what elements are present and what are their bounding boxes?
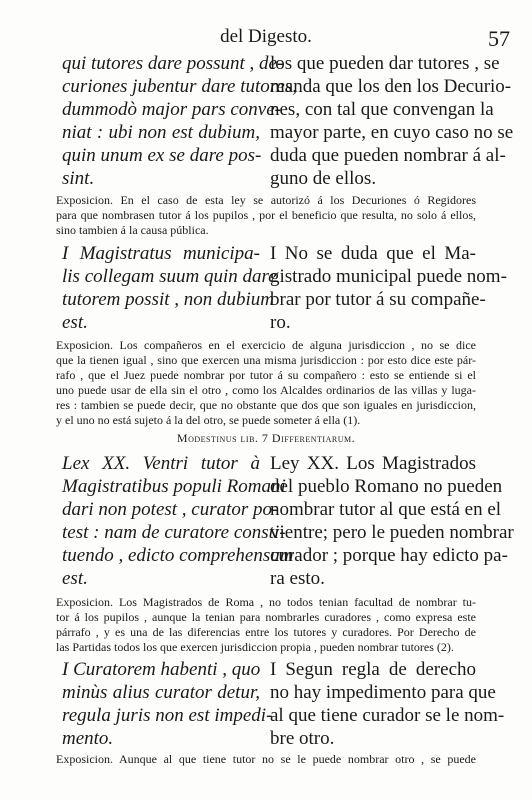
spanish-line: Ley XX. Los Magistrados — [270, 453, 476, 474]
latin-line: regula juris non est impedi- — [62, 705, 273, 726]
latin-line: Magistratibus populi Romani — [62, 476, 286, 497]
spanish-line: bre otro. — [270, 728, 335, 749]
latin-line: sint. — [62, 168, 95, 189]
latin-line: est. — [62, 568, 88, 589]
latin-line: quin unum ex se dare pos- — [62, 145, 262, 166]
exposition-line: Exposicion. Aunque al que tiene tutor no se le puede nombrar otro , se puede — [56, 752, 476, 766]
spanish-line: curador ; porque hay edicto pa- — [270, 545, 508, 566]
spanish-line: duda que pueden nombrar á al- — [270, 145, 506, 166]
latin-line: minùs alius curator detur, — [62, 682, 260, 703]
latin-line: qui tutores dare possunt , de- — [62, 53, 284, 74]
spanish-line: al que tiene curador se le nom- — [270, 705, 505, 726]
exposition-line: res : tambien se puede decir, que no obstante que dos que son iguales en jurisdiccion, — [56, 398, 476, 412]
exposition-line: uno puede usar de ella sin el otro , como los Alcaldes ordinarios de las villas y luga- — [56, 383, 476, 397]
latin-line: test : nam de curatore consti- — [62, 522, 286, 543]
spanish-line: I Segun regla de derecho — [270, 659, 476, 680]
latin-line: est. — [62, 312, 88, 333]
exposition-line: sino tambien á la causa pública. — [56, 223, 209, 237]
latin-line: tutorem possit , non dubium — [62, 289, 274, 310]
exposition-line: párrafo , y es una de las diferencias entre los tutores y curadores. Por Derecho de — [56, 625, 476, 639]
source-citation-1: Modestinus lib. 7 Differentiarum. — [176, 431, 356, 445]
spanish-line: ra esto. — [270, 568, 325, 589]
spanish-line: nombrar tutor al que está en el — [270, 499, 502, 520]
exposition-4 — [56, 752, 476, 767]
latin-line: dummodò major pars conve- — [62, 99, 282, 120]
spanish-line: del pueblo Romano no pueden — [270, 476, 503, 497]
latin-line: mento. — [62, 728, 114, 749]
exposition-1 — [56, 193, 476, 238]
spanish-text-block-2 — [270, 242, 507, 334]
exposition-line: Exposicion. Los Magistrados de Roma , no todos tenian facultad de nombrar tu- — [56, 595, 476, 609]
exposition-line: y el uno no está sujeto á la del otro, se puede someter á ella (1). — [56, 413, 361, 427]
spanish-line: guno de ellos. — [270, 168, 377, 189]
latin-line: dari non potest , curator po- — [62, 499, 279, 520]
spanish-line: I No se duda que el Ma- — [270, 243, 476, 264]
latin-text-block-2 — [62, 242, 277, 334]
spanish-text-block-1 — [270, 52, 514, 190]
spanish-line: los que pueden dar tutores , se — [270, 53, 500, 74]
latin-line: tuendo , edicto comprehensum — [62, 545, 294, 566]
exposition-line: Exposicion. Los compañeros en el exercicio de alguna jurisdiccion , no se dice — [56, 338, 476, 352]
exposition-line: las Partidas todos los que exercen jurisdiccion propia , pueden nombrar tutores (2). — [56, 640, 454, 654]
latin-text-block-3 — [62, 452, 294, 590]
spanish-line: gistrado municipal puede nom- — [270, 266, 507, 287]
spanish-line: nes, con tal que convengan la — [270, 99, 494, 120]
latin-line: curiones jubentur dare tutores, — [62, 76, 298, 97]
latin-text-block-4 — [62, 658, 273, 750]
spanish-line: no hay impedimento para que — [270, 682, 496, 703]
spanish-line: manda que los den los Decurio- — [270, 76, 512, 97]
latin-line: I Curatorem habenti , quo — [62, 659, 261, 680]
running-header: del Digesto. — [220, 26, 312, 47]
page-number: 57 — [488, 26, 510, 51]
latin-line: I Magistratus municipa- — [62, 243, 260, 264]
exposition-line: tor á los pupilos , aunque la tenian para nombrarles curadores , como expresa este — [56, 610, 476, 624]
latin-line: Lex XX. Ventri tutor à — [62, 453, 260, 474]
spanish-line: vientre; pero le pueden nombrar — [270, 522, 514, 543]
latin-line: niat : ubi non est dubium, — [62, 122, 260, 143]
spanish-text-block-3 — [270, 452, 514, 590]
spanish-line: brar por tutor á su compañe- — [270, 289, 486, 310]
exposition-line: Exposicion. En el caso de esta ley se autorizó á los Decuriones ó Regidores — [56, 193, 476, 207]
spanish-line: ro. — [270, 312, 291, 333]
latin-text-block-1 — [62, 52, 298, 190]
exposition-line: para que nombrasen tutor á los pupilos , por el beneficio que resulta, no solo á ellos, — [56, 208, 476, 222]
spanish-text-block-4 — [270, 658, 505, 750]
exposition-2 — [56, 338, 476, 428]
exposition-line: que la tienen igual , sino que exercen una misma jurisdiccion : por esto dice este pár- — [56, 353, 476, 367]
exposition-line: rafo , que el Juez puede nombrar por tutor á su compañero : esto se entiende si el — [56, 368, 476, 382]
latin-line: lis collegam suum quin dare — [62, 266, 277, 287]
exposition-3 — [56, 595, 476, 655]
spanish-line: mayor parte, en cuyo caso no se — [270, 122, 514, 143]
